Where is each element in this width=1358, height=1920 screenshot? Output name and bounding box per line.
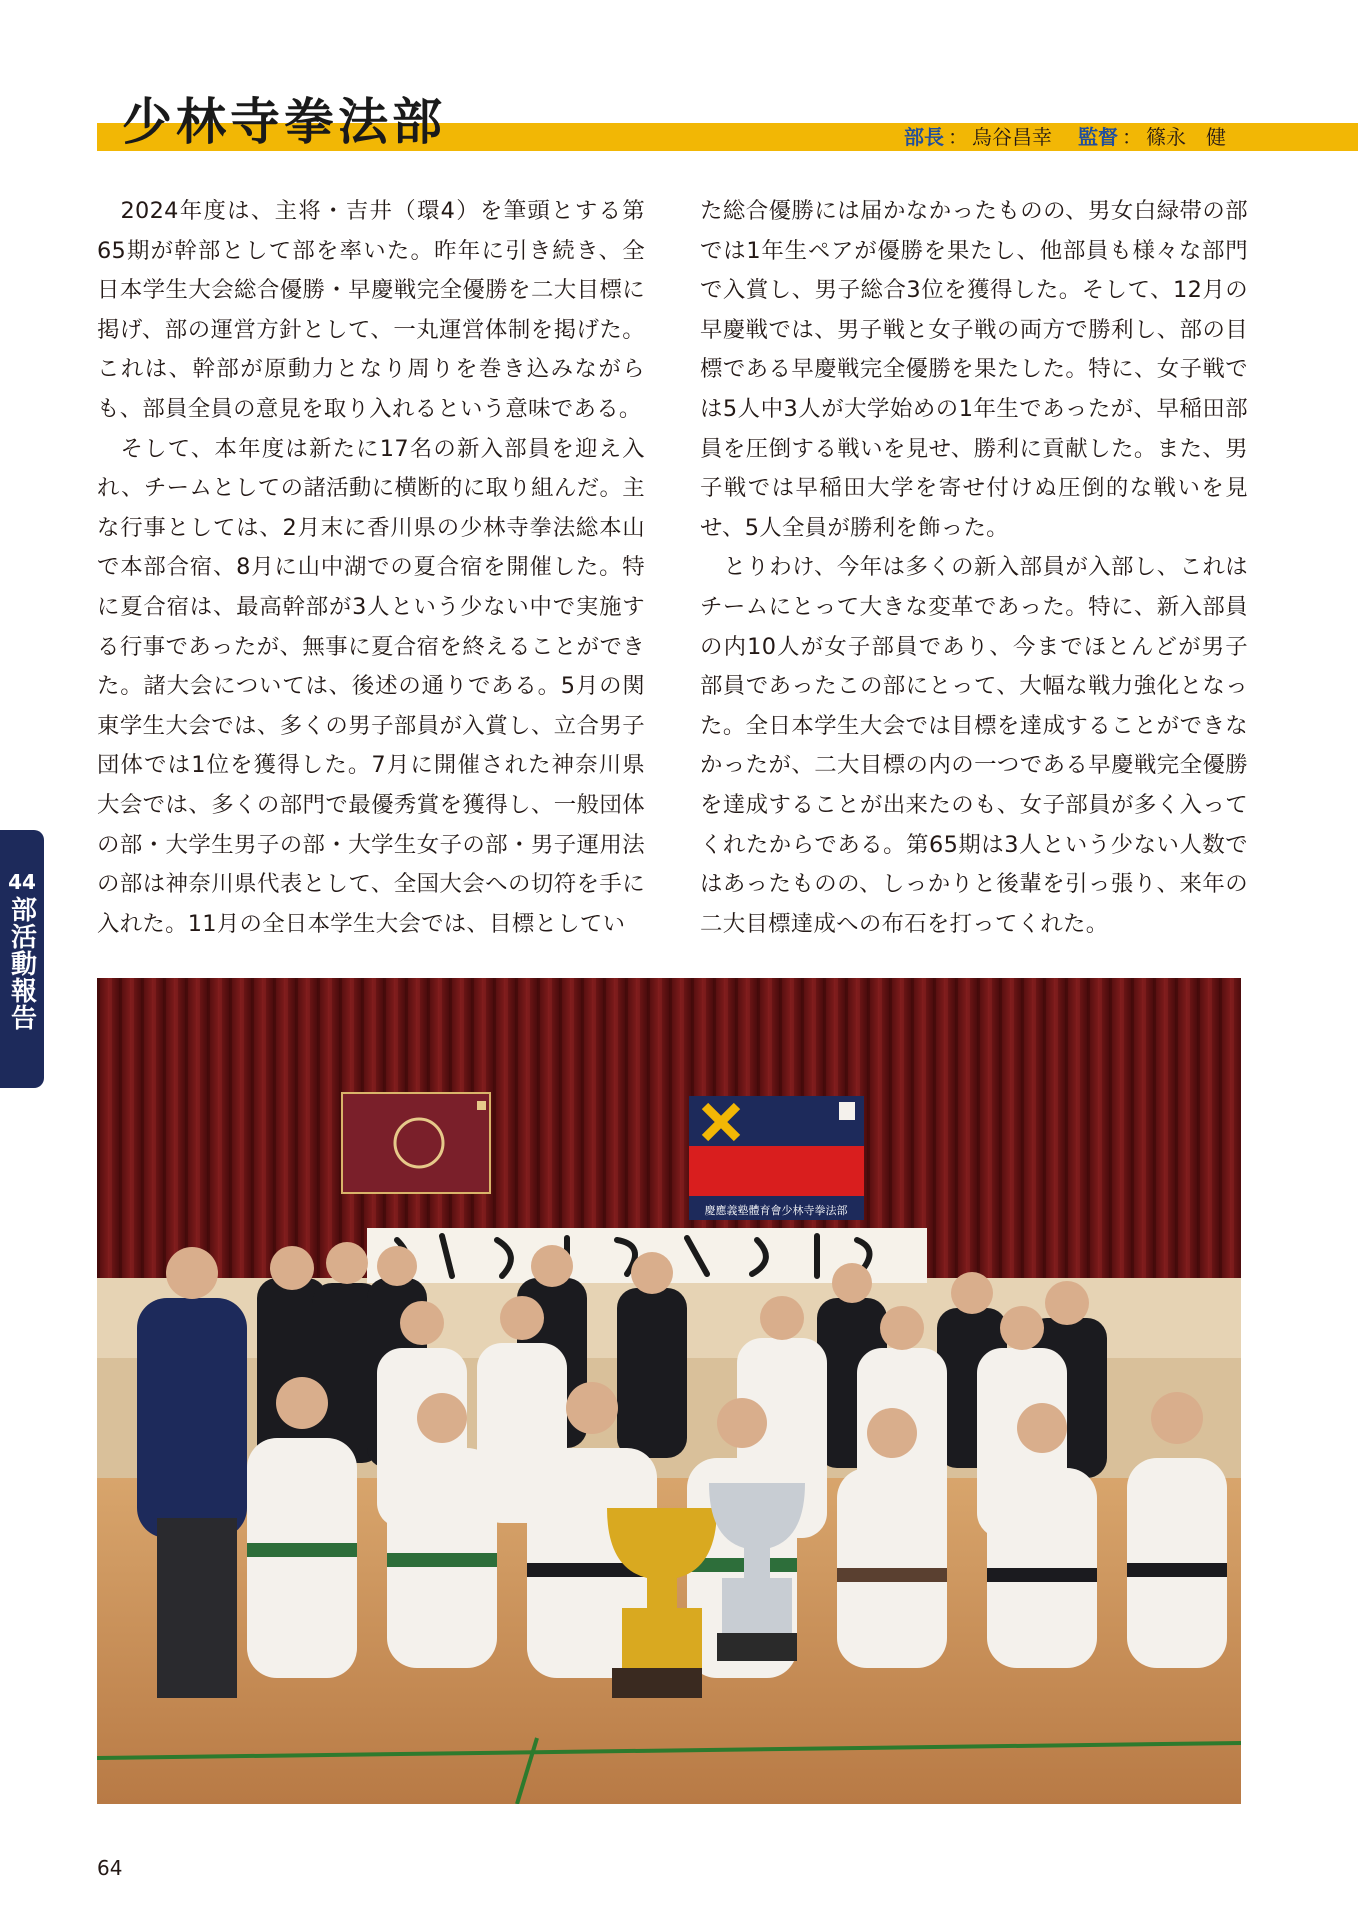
paragraph: そして、本年度は新たに17名の新入部員を迎え入れ、チームとしての諸活動に横断的に取り組んだ。主な行事としては、2月末に香川県の少林寺拳法総本山で本部合宿、8月に山中湖での夏合宿を開催した。特に夏合宿は、最高幹部が3人という少ない中で実施する行事であったが、無事に夏合宿を終えることができた。諸大会については、後述の通りである。5月の関東学生大会では、多くの男子部員が入賞し、立合男子団体では1位を獲得した。7月に開催された神奈川県大会では、多くの部門で最優秀賞を獲得し、一般団体の部・大学生男子の部・大学生女子の部・男子運用法の部は神奈川県代表として、全国大会への切符を手に入れた。11月の全日本学生大会では、目標としてい: [97, 435, 645, 937]
staff-separator: ：: [1122, 125, 1142, 149]
staff-role-coach: 監督: [1078, 125, 1118, 149]
staff-separator: ：: [948, 125, 968, 149]
page-number: 64: [97, 1856, 123, 1880]
team-photo-illustration: [97, 978, 1241, 1804]
article-column-left: [97, 192, 645, 944]
paragraph: た総合優勝には届かなかったものの、男女白緑帯の部では1年生ペアが優勝を果たし、他部員も様々な部門で入賞し、男子総合3位を獲得した。そして、12月の早慶戦では、男子戦と女子戦の両方で勝利し、部の目標である早慶戦完全優勝を果たした。特に、女子戦では5人中3人が大学始めの1年生であったが、早稲田部員を圧倒する戦いを見せ、勝利に貢献した。また、男子戦では早稲田大学を寄せ付けぬ圧倒的な戦いを見せ、5人全員が勝利を飾った。: [700, 198, 1248, 541]
paragraph: とりわけ、今年は多くの新入部員が入部し、これはチームにとって大きな変革であった。特に、新入部員の内10人が女子部員であり、今までほとんどが男子部員であったこの部にとって、大幅な戦力強化となった。全日本学生大会では目標を達成することができなかったが、二大目標の内の一つである早慶戦完全優勝を達成することが出来たのも、女子部員が多く入ってくれたからである。第65期は3人という少ない人数ではあったものの、しっかりと後輩を引っ張り、来年の二大目標達成への布石を打ってくれた。: [700, 554, 1248, 937]
staff-name-director: 烏谷昌幸: [972, 125, 1052, 149]
club-banner: [689, 1096, 864, 1220]
university-flag: [342, 1093, 490, 1193]
page-title: 少林寺拳法部: [122, 93, 446, 151]
team-photo: [97, 978, 1241, 1804]
staff-name-coach: 篠永 健: [1146, 125, 1226, 149]
banner-text: 慶應義塾體育會少林寺拳法部: [704, 1204, 848, 1217]
section-label: 部活動報告: [6, 896, 37, 1031]
paragraph: 2024年度は、主将・吉井（環4）を筆頭とする第65期が幹部として部を率いた。昨年に引き続き、全日本学生大会総合優勝・早慶戦完全優勝を二大目標に掲げ、部の運営方針として、一丸運営体制を掲げた。これは、幹部が原動力となり周りを巻き込みながらも、部員全員の意見を取り入れるという意味である。: [97, 198, 645, 422]
staff-line: [904, 124, 1252, 150]
section-number: 44: [8, 870, 36, 894]
staff-role-director: 部長: [904, 125, 944, 149]
article-column-right: [700, 192, 1248, 944]
section-side-tab: [0, 830, 44, 1088]
